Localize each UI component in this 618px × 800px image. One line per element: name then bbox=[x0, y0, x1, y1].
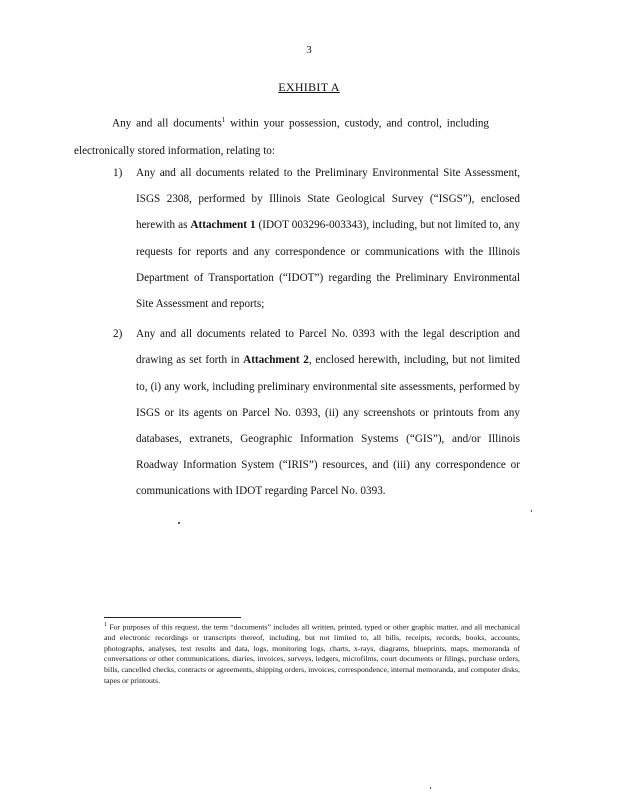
scan-artifact bbox=[430, 787, 431, 789]
footnote-reference: 1 bbox=[221, 116, 226, 124]
exhibit-title: EXHIBIT A bbox=[278, 80, 340, 94]
item-text-continued: (IDOT 003296-003343), including, but not limited to, any requests for reports and any correspondence or communications with the Illinois Department of Transportation (“IDOT”) regarding the Preliminary Environmental Site Assessment and reports; bbox=[136, 219, 520, 311]
item-number: 2) bbox=[113, 328, 123, 341]
footnote bbox=[104, 620, 520, 686]
request-item-2 bbox=[104, 321, 520, 504]
item-number: 1) bbox=[113, 167, 123, 179]
intro-paragraph bbox=[74, 107, 489, 165]
intro-text: Any and all documents bbox=[112, 117, 222, 130]
request-list bbox=[104, 160, 520, 505]
scan-artifact bbox=[531, 510, 532, 512]
footnote-text: For purposes of this request, the term “documents” includes all written, printed, typed or other graphic matter, and all mechanical and electronic recordings or transcripts thereof, including, but not limited to, all bills, receipts, records, books, accounts, photographs, analyses, test results and data, logs, monitoring logs, charts, x-rays, diagrams, blueprints, maps, memoranda of conversations or other communications, diaries, invoices, surveys, ledgers, microfilms, court documents or filings, purchase orders, bills, cancelled checks, contracts or agreements, shipping orders, invoices, correspondence, internal memoranda, and computer disks, tapes or printouts. bbox=[104, 622, 520, 685]
footnote-mark: 1 bbox=[104, 622, 107, 628]
footnote-divider bbox=[104, 617, 241, 618]
item-text: Any and all documents related to Parcel No. 0393 with the legal description and drawing as set forth in bbox=[136, 328, 520, 367]
attachment-reference: Attachment 2 bbox=[243, 354, 309, 367]
item-text: Any and all documents related to the Preliminary Environmental Site Assessment, ISGS 2308, performed by Illinois State Geological Survey (“ISGS”), enclosed herewith as bbox=[136, 167, 520, 232]
request-item-1 bbox=[104, 160, 520, 317]
attachment-reference: Attachment 1 bbox=[190, 219, 256, 232]
intro-rest: within your possession, custody, and control, including electronically stored information, relating to: bbox=[74, 117, 490, 157]
item-text-continued: , enclosed herewith, including, but not limited to, (i) any work, including preliminary environmental site assessments, performed by ISGS or its agents on Parcel No. 0393, (ii) any screenshots or printouts from any databases, extranets, Geographic Information Systems (“GIS”), and/or Illinois Roadway Information System (“IRIS”) resources, and (iii) any correspondence or communications with IDOT regarding Parcel No. 0393. bbox=[136, 354, 521, 498]
scan-artifact bbox=[178, 522, 180, 524]
page-number: 3 bbox=[306, 44, 312, 56]
